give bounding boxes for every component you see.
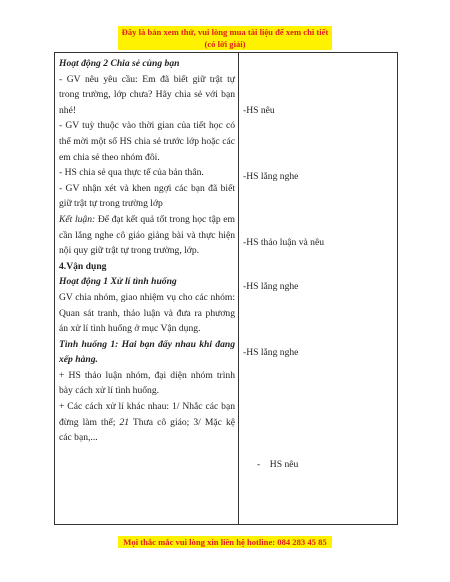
paragraph: - GV tuỳ thuộc vào thời gian của tiết học có thể mời một số HS chia sẻ trước lớp hoặc các em chia sẻ theo nhóm đôi. bbox=[59, 120, 235, 163]
paragraph: - HS chia sẻ qua thực tế của bản thân. bbox=[59, 167, 204, 179]
conclusion bbox=[59, 212, 235, 259]
student-response: -HS lắng nghe bbox=[243, 347, 299, 358]
conclusion-label: Kết luận: bbox=[59, 213, 96, 225]
preview-banner: Đây là bản xem thử, vui lòng mua tài liệu để xem chi tiết (có lời giải) bbox=[118, 26, 332, 50]
text-segment: 21 bbox=[119, 416, 130, 428]
activity-heading: Hoạt động 1 Xử lí tình huống bbox=[59, 276, 177, 288]
column-divider bbox=[238, 53, 239, 524]
text-segment: + Các cách xử lí khác nhau: 1/ Nhắc các bạn đừng làm thế; bbox=[59, 401, 235, 428]
paragraph: - GV nêu yêu cầu: Em đã biết giữ trật tự trong trường, lớp chưa? Hãy chia sẻ với bạn nhé! bbox=[59, 73, 235, 116]
situation-heading: Tình huống 1: Hai bạn đẩy nhau khi đang xếp hàng. bbox=[59, 338, 235, 366]
activity-heading: Hoạt động 2 Chia sẻ cùng bạn bbox=[59, 58, 180, 69]
paragraph: + HS thảo luận nhóm, đại diện nhóm trình bày cách xử lí tình huống. bbox=[59, 369, 235, 397]
paragraph: - GV nhận xét và khen ngợi các bạn đã biết giữ trật tự trong trường lớp bbox=[59, 182, 235, 210]
student-response: -HS nêu bbox=[243, 105, 275, 116]
student-response: -HS thảo luận và nêu bbox=[243, 237, 324, 248]
text-segment: Thưa cô giáo; 3/ Mặc kệ các bạn,... bbox=[59, 416, 235, 444]
paragraph bbox=[59, 399, 235, 446]
section-heading: 4.Vận dụng bbox=[59, 260, 107, 272]
lesson-table bbox=[54, 52, 398, 525]
paragraph: GV chia nhóm, giao nhiệm vụ cho các nhóm: Quan sát tranh, thảo luận và đưa ra phương án xử lí tình huống ở mục Vận dụng. bbox=[59, 291, 235, 335]
hotline-banner: Mọi thắc mắc vui lòng xin liên hệ hotline: 084 283 45 85 bbox=[118, 536, 332, 548]
student-response: -HS lắng nghe bbox=[243, 171, 299, 182]
conclusion-text: Để đạt kết quả tốt trong học tập em cần lắng nghe cô giáo giảng bài và thực hiện nội quy giữ trật tự trong trường, lớp. bbox=[59, 213, 235, 257]
teacher-activities-column bbox=[59, 56, 235, 446]
student-response: -HS lắng nghe bbox=[243, 281, 299, 292]
student-response: - HS nêu bbox=[257, 459, 299, 470]
